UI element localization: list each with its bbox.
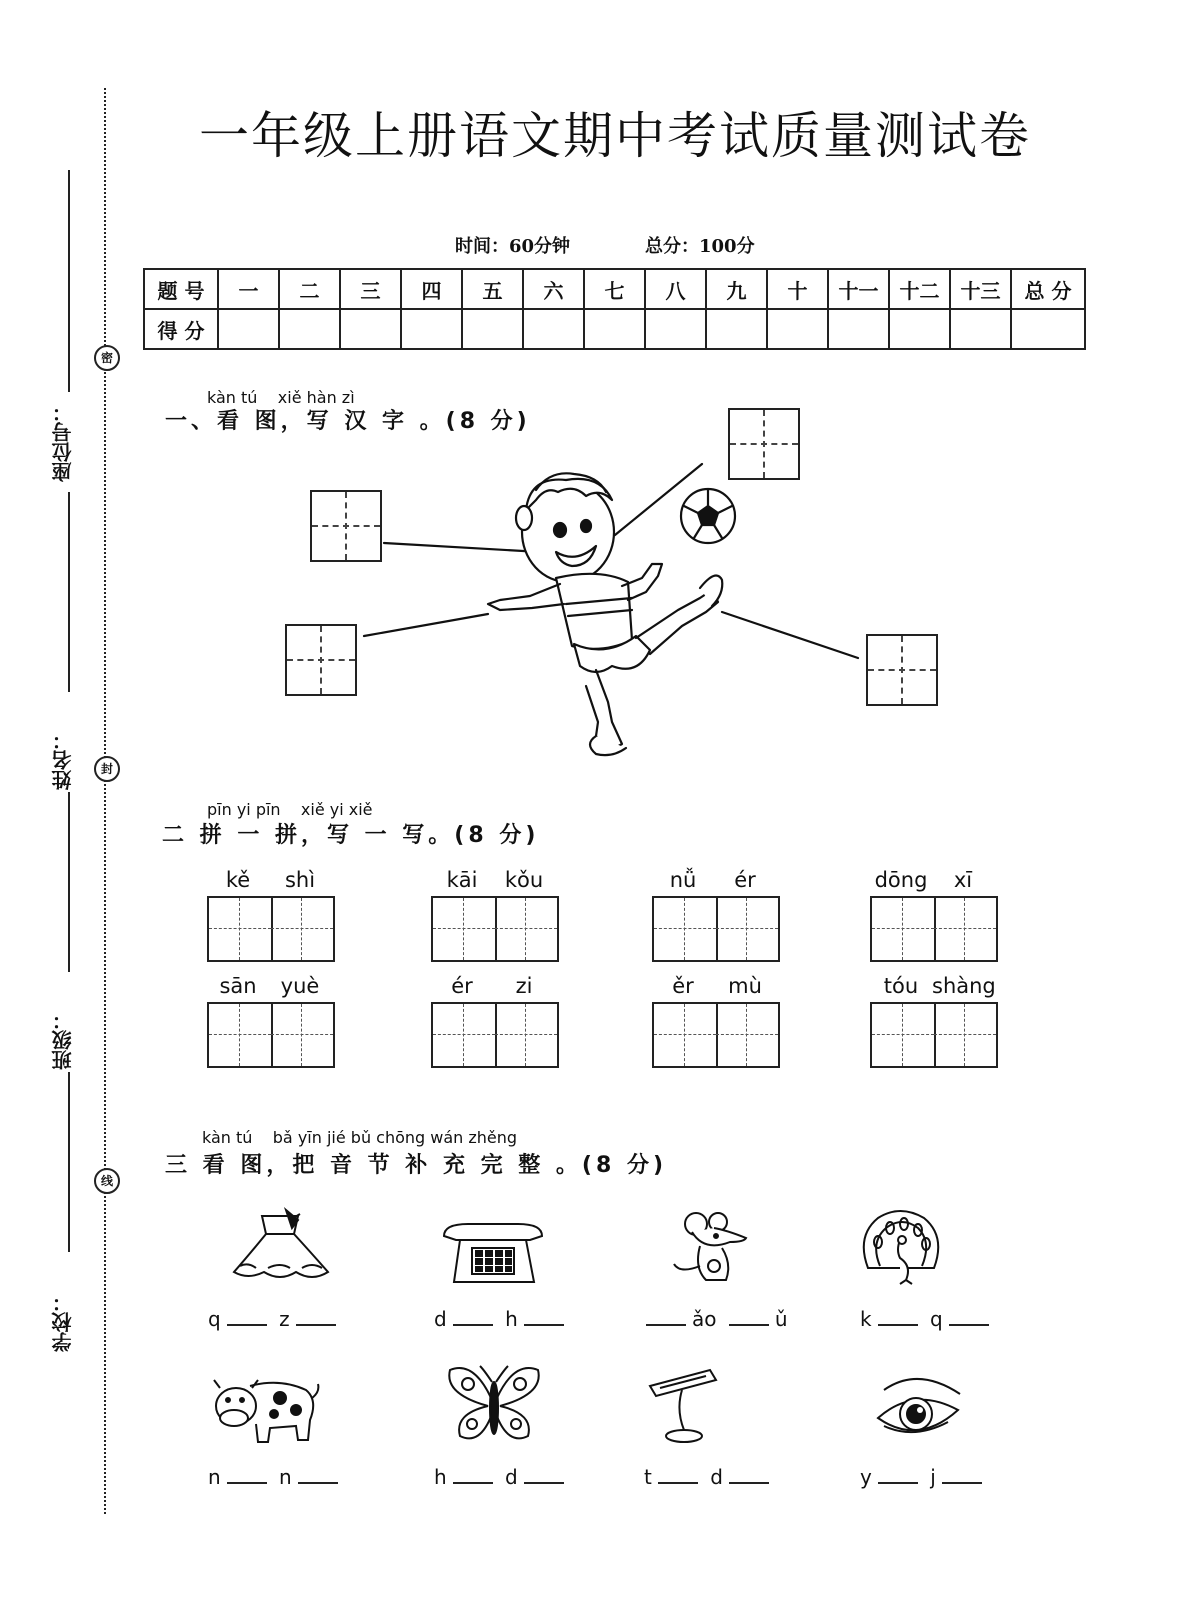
- word-pinyin: ěr: [672, 974, 694, 998]
- score-table-header: 一: [218, 269, 279, 309]
- word-pinyin: ér: [451, 974, 473, 998]
- syllable-blank[interactable]: [227, 1306, 267, 1326]
- syllable-blank[interactable]: [524, 1306, 564, 1326]
- skirt-icon: [228, 1206, 334, 1286]
- syllable-blank[interactable]: [729, 1306, 769, 1326]
- word-writing-box[interactable]: [431, 896, 559, 962]
- word-pinyin: kāi: [446, 868, 478, 892]
- syllable-blank[interactable]: [949, 1306, 989, 1326]
- seat-number-field[interactable]: [68, 170, 70, 392]
- section3-pinyin: kàn tú bǎ yīn jié bǔ chōng wán zhěng: [202, 1128, 518, 1147]
- score-table-header: 五: [462, 269, 523, 309]
- section2-pinyin: pīn yi pīn xiě yi xiě: [207, 800, 373, 819]
- section1-pinyin: kàn tú xiě hàn zì: [207, 388, 355, 407]
- word-pinyin: xī: [953, 868, 973, 892]
- word-writing-box[interactable]: [652, 1002, 780, 1068]
- exam-time: 时间：60分钟: [455, 236, 571, 257]
- exam-total-score: 总分：100分: [645, 236, 755, 257]
- word-writing-box[interactable]: [652, 896, 780, 962]
- word-pinyin: kǒu: [504, 868, 544, 892]
- blank-item: [860, 1464, 988, 1489]
- syllable-hint: d: [434, 1307, 447, 1331]
- score-cell[interactable]: [950, 309, 1011, 349]
- binding-mark-line: 线: [94, 1168, 120, 1194]
- word-pinyin: mù: [728, 974, 762, 998]
- score-table-header-row: [144, 269, 1085, 309]
- score-table-header: 总 分: [1011, 269, 1085, 309]
- score-cell[interactable]: [340, 309, 401, 349]
- score-table: [143, 268, 1086, 350]
- syllable-blank[interactable]: [227, 1464, 267, 1484]
- syllable-hint: d: [505, 1465, 518, 1489]
- syllable-blank[interactable]: [942, 1464, 982, 1484]
- soccer-boy-illustration-icon: [360, 440, 880, 770]
- score-cell[interactable]: [584, 309, 645, 349]
- syllable-hint: z: [279, 1307, 290, 1331]
- class-label: 班级：: [51, 1010, 75, 1070]
- binding-mark-seal-2: 封: [94, 756, 120, 782]
- score-table-header: 七: [584, 269, 645, 309]
- score-table-header: 十: [767, 269, 828, 309]
- syllable-hint: d: [710, 1465, 723, 1489]
- score-cell[interactable]: [645, 309, 706, 349]
- blank-item: [208, 1306, 342, 1331]
- blank-item: [434, 1306, 570, 1331]
- score-table-header: 六: [523, 269, 584, 309]
- word-writing-box[interactable]: [207, 1002, 335, 1068]
- blank-item: [860, 1306, 995, 1331]
- syllable-hint: n: [279, 1465, 292, 1489]
- telephone-icon: [438, 1218, 548, 1290]
- syllable-hint: ǔ: [774, 1307, 788, 1331]
- score-table-header: 二: [279, 269, 340, 309]
- score-table-header: 八: [645, 269, 706, 309]
- score-cell[interactable]: [889, 309, 950, 349]
- score-cell[interactable]: [828, 309, 889, 349]
- score-table-header: 四: [401, 269, 462, 309]
- syllable-hint: q: [929, 1307, 943, 1331]
- score-cell[interactable]: [767, 309, 828, 349]
- word-pinyin: zi: [515, 974, 533, 998]
- syllable-blank[interactable]: [729, 1464, 769, 1484]
- name-field[interactable]: [68, 792, 70, 972]
- desk-lamp-icon: [646, 1362, 720, 1448]
- word-pinyin: ér: [734, 868, 756, 892]
- score-table-score-row: [144, 309, 1085, 349]
- blank-item: [434, 1464, 570, 1489]
- syllable-hint: h: [505, 1307, 518, 1331]
- binding-mark-seal: 密: [94, 345, 120, 371]
- score-row-label: 得 分: [144, 309, 218, 349]
- word-pinyin: kě: [225, 868, 251, 892]
- word-writing-box[interactable]: [431, 1002, 559, 1068]
- page-title: 一年级上册语文期中考试质量测试卷: [199, 107, 1031, 165]
- syllable-blank[interactable]: [646, 1306, 686, 1326]
- syllable-hint: k: [860, 1307, 872, 1331]
- blank-item: [640, 1306, 788, 1331]
- score-table-header: 题 号: [144, 269, 218, 309]
- score-cell-total[interactable]: [1011, 309, 1085, 349]
- word-writing-box[interactable]: [870, 896, 998, 962]
- score-table-header: 三: [340, 269, 401, 309]
- syllable-hint: n: [208, 1465, 221, 1489]
- section1-heading: 一、看 图，写 汉 字 。(8 分): [165, 409, 531, 434]
- syllable-blank[interactable]: [658, 1464, 698, 1484]
- score-table-header: 十三: [950, 269, 1011, 309]
- syllable-blank[interactable]: [296, 1306, 336, 1326]
- score-table-header: 九: [706, 269, 767, 309]
- score-cell[interactable]: [462, 309, 523, 349]
- score-cell[interactable]: [706, 309, 767, 349]
- syllable-hint: y: [860, 1465, 872, 1489]
- syllable-hint: q: [208, 1307, 221, 1331]
- blank-item: [644, 1464, 775, 1489]
- seat-number-label: 座位号：: [51, 402, 75, 482]
- word-pinyin: tóu: [883, 974, 919, 998]
- score-cell[interactable]: [401, 309, 462, 349]
- syllable-hint: t: [644, 1465, 652, 1489]
- score-table-header: 十一: [828, 269, 889, 309]
- syllable-blank[interactable]: [453, 1306, 493, 1326]
- word-writing-box[interactable]: [870, 1002, 998, 1068]
- writing-box-hand[interactable]: [285, 624, 357, 696]
- class-field[interactable]: [68, 1072, 70, 1252]
- seat-number-underline: [68, 492, 70, 692]
- syllable-hint: j: [930, 1465, 936, 1489]
- word-pinyin: dōng: [874, 868, 928, 892]
- score-table-header: 十二: [889, 269, 950, 309]
- eye-icon: [874, 1370, 964, 1448]
- word-pinyin: shì: [284, 868, 316, 892]
- peacock-icon: [856, 1206, 946, 1288]
- syllable-blank[interactable]: [453, 1464, 493, 1484]
- butterfly-icon: [444, 1360, 544, 1448]
- score-cell[interactable]: [279, 309, 340, 349]
- section3-heading: 三 看 图，把 音 节 补 充 完 整 。(8 分): [165, 1153, 668, 1178]
- word-writing-box[interactable]: [207, 896, 335, 962]
- cow-icon: [210, 1370, 322, 1446]
- syllable-blank[interactable]: [878, 1306, 918, 1326]
- syllable-hint: h: [434, 1465, 447, 1489]
- score-cell[interactable]: [523, 309, 584, 349]
- blank-item: [208, 1464, 344, 1489]
- word-pinyin: sān: [219, 974, 257, 998]
- section2-heading: 二 拼 一 拼，写 一 写。(8 分): [162, 823, 540, 848]
- syllable-blank[interactable]: [298, 1464, 338, 1484]
- binding-dotted-line: [104, 88, 106, 1514]
- word-pinyin: nǚ: [669, 868, 697, 892]
- score-cell[interactable]: [218, 309, 279, 349]
- name-label: 姓名：: [51, 730, 75, 790]
- mouse-icon: [670, 1208, 750, 1290]
- syllable-blank[interactable]: [524, 1464, 564, 1484]
- syllable-blank[interactable]: [878, 1464, 918, 1484]
- syllable-hint: ǎo: [692, 1307, 717, 1331]
- word-pinyin: yuè: [280, 974, 320, 998]
- school-label: 学校：: [51, 1292, 75, 1352]
- word-pinyin: shàng: [932, 974, 996, 998]
